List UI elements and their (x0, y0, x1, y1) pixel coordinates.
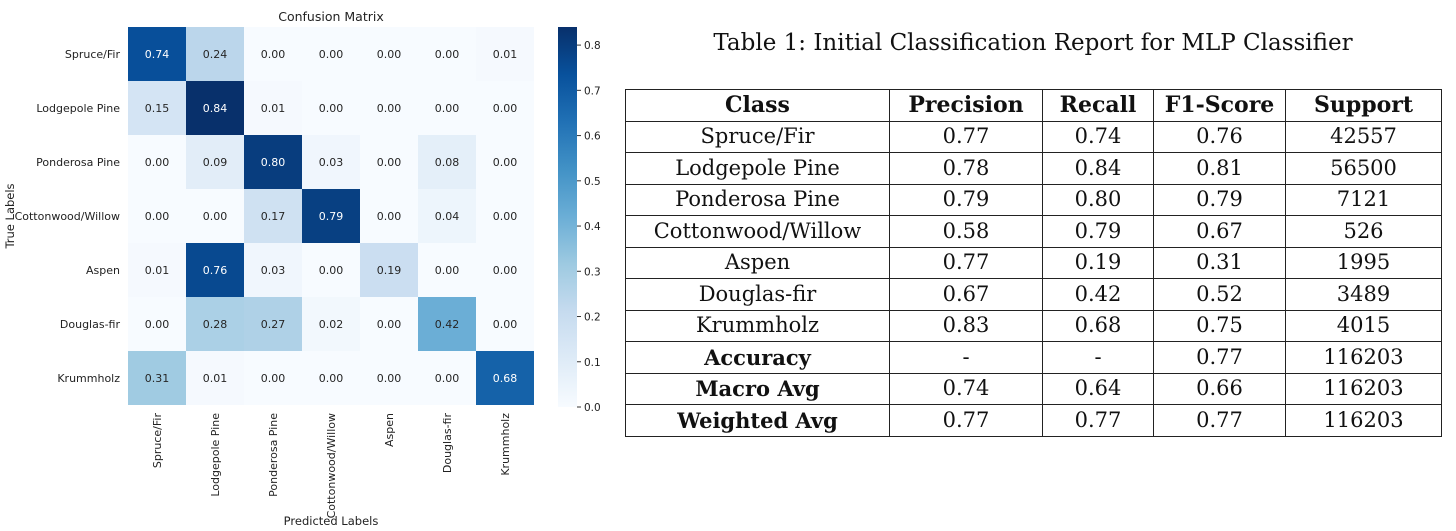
table-row (626, 216, 1442, 248)
row-class-cell: Aspen (626, 247, 890, 279)
cell-value-label: 0.00 (492, 102, 518, 115)
colorbar-tick-label: 0.0 (584, 402, 601, 414)
cell-value-label: 0.19 (376, 264, 402, 277)
cell-value-label: 0.03 (318, 156, 344, 169)
cell-value-label: 0.00 (492, 318, 518, 331)
cell-value-label: 0.00 (492, 264, 518, 277)
row-support-cell: 3489 (1286, 279, 1442, 311)
row-f1-cell: 0.81 (1154, 153, 1286, 185)
classification-report-table (625, 89, 1442, 437)
row-f1-cell: 0.52 (1154, 279, 1286, 311)
column-tick-label: Cottonwood/Willow (325, 413, 338, 519)
row-recall-cell: 0.79 (1043, 216, 1154, 248)
row-recall-cell: - (1043, 342, 1154, 374)
table-row (626, 405, 1442, 437)
cell-value-label: 0.00 (260, 48, 286, 61)
row-precision-cell: 0.77 (890, 247, 1043, 279)
cell-value-label: 0.00 (144, 156, 170, 169)
row-support-cell: 56500 (1286, 153, 1442, 185)
cell-value-label: 0.00 (434, 372, 460, 385)
row-support-cell: 116203 (1286, 373, 1442, 405)
colorbar (558, 27, 577, 407)
cell-value-label: 0.08 (434, 156, 460, 169)
colorbar-tick-label: 0.5 (584, 175, 601, 188)
header-recall: Recall (1043, 90, 1154, 122)
cell-value-label: 0.00 (318, 48, 344, 61)
row-recall-cell: 0.42 (1043, 279, 1154, 311)
cell-value-label: 0.79 (318, 210, 344, 223)
row-precision-cell: - (890, 342, 1043, 374)
row-f1-cell: 0.76 (1154, 121, 1286, 153)
cell-value-label: 0.68 (492, 372, 518, 385)
row-tick-label: Krummholz (57, 372, 120, 385)
row-precision-cell: 0.79 (890, 184, 1043, 216)
row-recall-cell: 0.84 (1043, 153, 1154, 185)
x-axis-label: Predicted Labels (283, 514, 379, 528)
row-support-cell: 4015 (1286, 310, 1442, 342)
row-f1-cell: 0.79 (1154, 184, 1286, 216)
table-row (626, 373, 1442, 405)
header-precision: Precision (890, 90, 1043, 122)
row-class-cell: Macro Avg (626, 373, 890, 405)
row-tick-label: Cottonwood/Willow (14, 210, 120, 223)
cell-value-label: 0.00 (376, 48, 402, 61)
cell-value-label: 0.02 (318, 318, 344, 331)
cell-value-label: 0.00 (318, 102, 344, 115)
cell-value-label: 0.76 (202, 264, 228, 277)
table-caption: Table 1: Initial Classification Report for MLP Classifier (713, 30, 1353, 56)
row-class-cell: Krummholz (626, 310, 890, 342)
colorbar-tick-label: 0.3 (584, 266, 601, 279)
row-support-cell: 42557 (1286, 121, 1442, 153)
row-support-cell: 1995 (1286, 247, 1442, 279)
row-precision-cell: 0.77 (890, 405, 1043, 437)
row-precision-cell: 0.67 (890, 279, 1043, 311)
cell-value-label: 0.28 (202, 318, 228, 331)
row-class-cell: Douglas-fir (626, 279, 890, 311)
cell-value-label: 0.00 (376, 156, 402, 169)
row-precision-cell: 0.83 (890, 310, 1043, 342)
row-class-cell: Spruce/Fir (626, 121, 890, 153)
row-f1-cell: 0.77 (1154, 405, 1286, 437)
cell-value-label: 0.00 (376, 210, 402, 223)
cell-value-label: 0.80 (260, 156, 286, 169)
colorbar-tick-label: 0.1 (584, 356, 601, 369)
cell-value-label: 0.00 (434, 102, 460, 115)
colorbar-tick-label: 0.6 (584, 130, 601, 143)
row-f1-cell: 0.67 (1154, 216, 1286, 248)
row-tick-label: Douglas-fir (59, 318, 120, 331)
row-precision-cell: 0.77 (890, 121, 1043, 153)
chart-title: Confusion Matrix (278, 9, 384, 24)
cell-value-label: 0.00 (202, 210, 228, 223)
row-precision-cell: 0.74 (890, 373, 1043, 405)
cell-value-label: 0.17 (260, 210, 286, 223)
cell-value-label: 0.01 (492, 48, 518, 61)
table-row (626, 279, 1442, 311)
cell-value-label: 0.15 (144, 102, 170, 115)
row-class-cell: Weighted Avg (626, 405, 890, 437)
column-tick-label: Lodgepole Pine (209, 413, 222, 497)
confusion-matrix-chart (0, 0, 625, 531)
table-row (626, 342, 1442, 374)
table-row (626, 310, 1442, 342)
row-tick-label: Lodgepole Pine (36, 102, 120, 115)
colorbar-tick-label: 0.8 (584, 40, 601, 53)
cell-value-label: 0.00 (492, 210, 518, 223)
cell-value-label: 0.01 (260, 102, 286, 115)
row-recall-cell: 0.77 (1043, 405, 1154, 437)
row-precision-cell: 0.58 (890, 216, 1043, 248)
row-support-cell: 116203 (1286, 342, 1442, 374)
row-recall-cell: 0.74 (1043, 121, 1154, 153)
cell-value-label: 0.84 (202, 102, 228, 115)
cell-value-label: 0.31 (144, 372, 170, 385)
row-class-cell: Accuracy (626, 342, 890, 374)
row-class-cell: Lodgepole Pine (626, 153, 890, 185)
row-support-cell: 116203 (1286, 405, 1442, 437)
cell-value-label: 0.09 (202, 156, 228, 169)
table-row (626, 184, 1442, 216)
row-recall-cell: 0.68 (1043, 310, 1154, 342)
column-tick-label: Krummholz (499, 413, 512, 476)
cell-value-label: 0.00 (260, 372, 286, 385)
table-row (626, 121, 1442, 153)
cell-value-label: 0.00 (434, 264, 460, 277)
row-recall-cell: 0.64 (1043, 373, 1154, 405)
row-f1-cell: 0.75 (1154, 310, 1286, 342)
cell-value-label: 0.42 (434, 318, 460, 331)
header-class: Class (626, 90, 890, 122)
table-row (626, 153, 1442, 185)
cell-value-label: 0.00 (144, 210, 170, 223)
cell-value-label: 0.01 (144, 264, 170, 277)
row-class-cell: Cottonwood/Willow (626, 216, 890, 248)
row-recall-cell: 0.80 (1043, 184, 1154, 216)
cell-value-label: 0.24 (202, 48, 228, 61)
row-support-cell: 526 (1286, 216, 1442, 248)
cell-value-label: 0.00 (376, 102, 402, 115)
colorbar-tick-label: 0.7 (584, 85, 601, 98)
cell-value-label: 0.00 (434, 48, 460, 61)
table-row (626, 247, 1442, 279)
cell-value-label: 0.00 (376, 372, 402, 385)
colorbar-tick-label: 0.2 (584, 311, 601, 324)
row-recall-cell: 0.19 (1043, 247, 1154, 279)
column-tick-label: Ponderosa Pine (267, 413, 280, 497)
cell-value-label: 0.04 (434, 210, 460, 223)
cell-value-label: 0.00 (376, 318, 402, 331)
row-f1-cell: 0.31 (1154, 247, 1286, 279)
header-support: Support (1286, 90, 1442, 122)
cell-value-label: 0.74 (144, 48, 170, 61)
column-tick-label: Spruce/Fir (151, 413, 164, 469)
cell-value-label: 0.00 (144, 318, 170, 331)
y-axis-label: True Labels (3, 183, 17, 249)
row-precision-cell: 0.78 (890, 153, 1043, 185)
column-tick-label: Aspen (383, 413, 396, 447)
column-tick-label: Douglas-fir (441, 413, 454, 474)
cell-value-label: 0.00 (318, 264, 344, 277)
row-tick-label: Spruce/Fir (64, 48, 120, 61)
cell-value-label: 0.01 (202, 372, 228, 385)
header-f1-score: F1-Score (1154, 90, 1286, 122)
cell-value-label: 0.27 (260, 318, 286, 331)
row-f1-cell: 0.66 (1154, 373, 1286, 405)
cell-value-label: 0.00 (492, 156, 518, 169)
row-tick-label: Aspen (86, 264, 120, 277)
row-support-cell: 7121 (1286, 184, 1442, 216)
table-header-row (626, 90, 1442, 122)
row-class-cell: Ponderosa Pine (626, 184, 890, 216)
row-tick-label: Ponderosa Pine (36, 156, 120, 169)
cell-value-label: 0.03 (260, 264, 286, 277)
colorbar-tick-label: 0.4 (584, 221, 601, 234)
cell-value-label: 0.00 (318, 372, 344, 385)
row-f1-cell: 0.77 (1154, 342, 1286, 374)
